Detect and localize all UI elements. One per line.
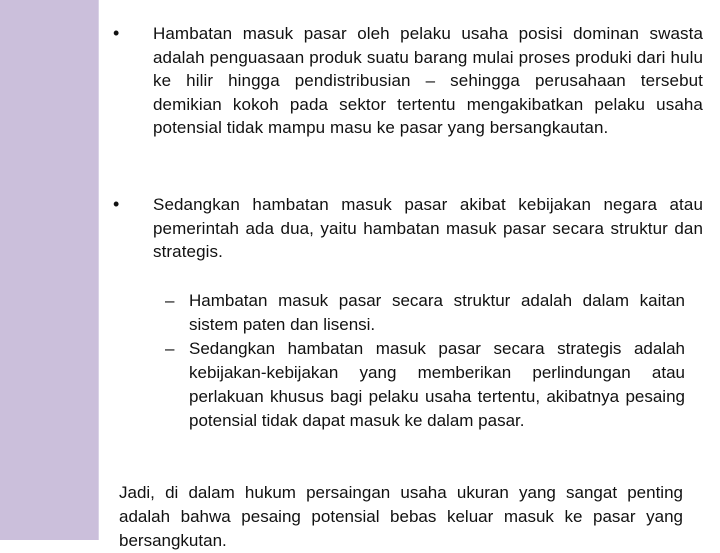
sub-bullet-list xyxy=(165,289,685,433)
bullet-text: Hambatan masuk pasar oleh pelaku usaha posisi dominan swasta adalah penguasaan produk suatu barang mulai proses produki dari hulu ke hilir hingga pendistribusian – sehingga perusahaan tersebut demikian kokoh pada sektor tertentu mengakibatkan pelaku usaha potensial tidak mampu masu ke pasar yang bersangkautan. xyxy=(153,24,703,138)
bullet-marker: • xyxy=(113,23,120,43)
decorative-side-band xyxy=(0,0,98,540)
sub-bullet-text: Hambatan masuk pasar secara struktur adalah dalam kaitan sistem paten dan lisensi. xyxy=(189,291,685,334)
dash-marker: – xyxy=(165,291,175,310)
conclusion-paragraph: Jadi, di dalam hukum persaingan usaha ukuran yang sangat penting adalah bahwa pesaing potensial bebas keluar masuk ke pasar yang bersangkutan. xyxy=(119,483,683,550)
bullet-text: Sedangkan hambatan masuk pasar akibat kebijakan negara atau pemerintah ada dua, yaitu hambatan masuk pasar secara struktur dan strategis. xyxy=(153,195,703,262)
sub-bullet-item-1 xyxy=(165,289,685,337)
slide-content xyxy=(98,0,720,550)
dash-marker: – xyxy=(165,339,175,358)
bullet-item-1 xyxy=(113,22,703,140)
bullet-item-2 xyxy=(113,193,703,264)
sub-bullet-text: Sedangkan hambatan masuk pasar secara strategis adalah kebijakan-kebijakan yang memberikan perlindungan atau perlakuan khusus bagi pelaku usaha tertentu, akibatnya pesaing potensial tidak dapat masuk ke dalam pasar. xyxy=(189,339,685,430)
bullet-marker: • xyxy=(113,194,120,214)
sub-bullet-item-2 xyxy=(165,337,685,433)
